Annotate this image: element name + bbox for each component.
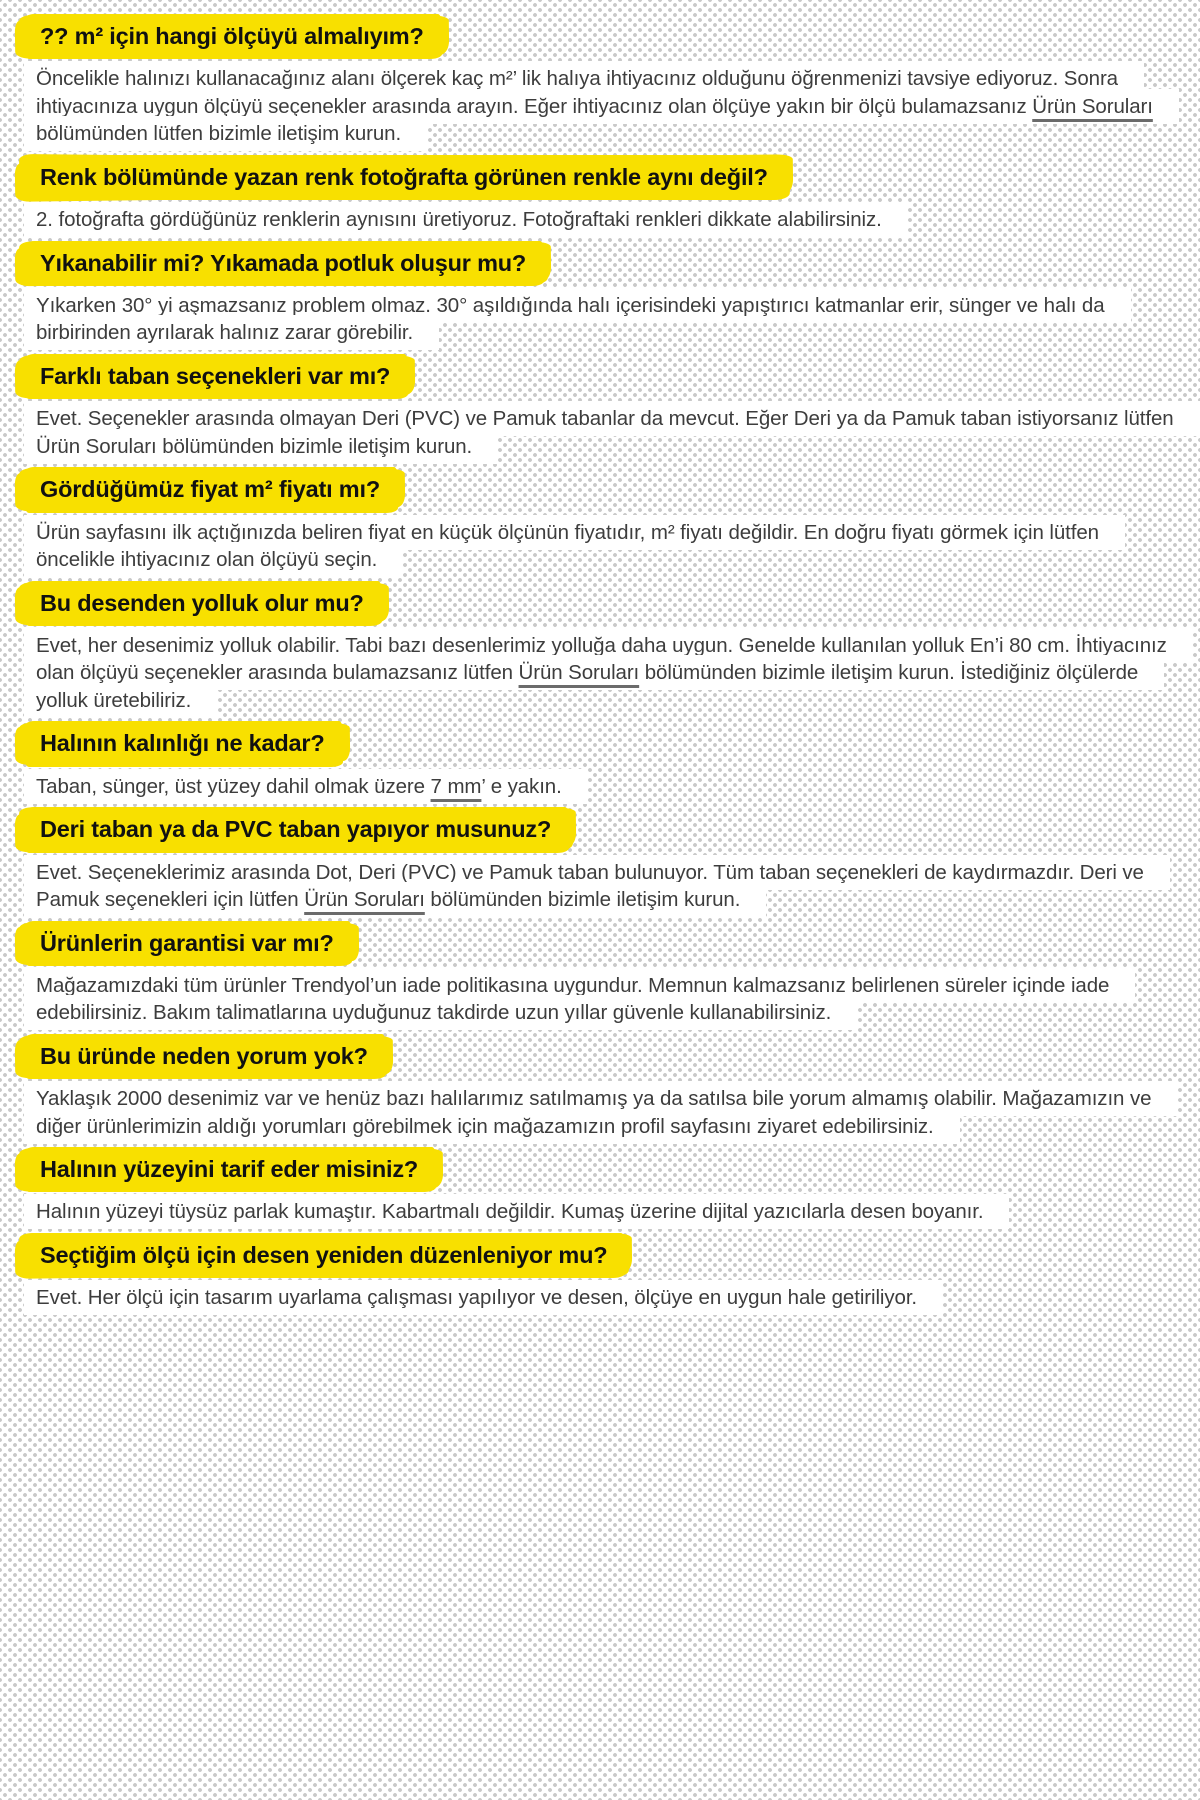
- faq-item: [24, 721, 1174, 800]
- faq-item: [24, 467, 1174, 573]
- faq-answer-text: [24, 61, 1179, 151]
- faq-question: [24, 1034, 1174, 1079]
- faq-item: [24, 921, 1174, 1027]
- faq-question-highlight: Halının yüzeyini tarif eder misiniz?: [24, 1147, 436, 1192]
- answer-text-segment: Taban, sünger, üst yüzey dahil olmak üzere: [36, 774, 431, 798]
- answer-text-segment: Yaklaşık 2000 desenimiz var ve henüz bazı halılarımız satılmamış ya da satılsa bile yorum almamış olabilir. Mağazamızın ve diğer ürünlerimizin aldığı yorumları görebilmek için mağazamızın profil sayfasını ziyaret edebilirsiniz.: [36, 1087, 1152, 1138]
- faq-question-highlight: Yıkanabilir mi? Yıkamada potluk oluşur mu?: [24, 241, 544, 286]
- faq-answer-text: [24, 515, 1125, 578]
- answer-text-segment: Evet. Her ölçü için tasarım uyarlama çalışması yapılıyor ve desen, ölçüye en uygun hale getiriliyor.: [36, 1286, 918, 1310]
- faq-question-highlight: Renk bölümünde yazan renk fotoğrafta görünen renkle aynı değil?: [24, 155, 786, 200]
- faq-answer-text: [24, 401, 1200, 464]
- faq-item: [24, 14, 1174, 148]
- faq-answer: [24, 65, 1174, 148]
- faq-answer-text: [24, 1194, 1009, 1229]
- faq-answer: [24, 859, 1174, 914]
- faq-answer: [24, 773, 1174, 801]
- faq-question: [24, 807, 1174, 852]
- answer-text-segment: 2. fotoğrafta gördüğünüz renklerin aynısını üretiyoruz. Fotoğraftaki renkleri dikkate alabilirsiniz.: [36, 208, 882, 232]
- faq-question: [24, 1147, 1174, 1192]
- answer-text-segment: ’ e yakın.: [481, 774, 562, 798]
- faq-question-highlight: Ürünlerin garantisi var mı?: [24, 921, 352, 966]
- faq-item: [24, 155, 1174, 234]
- faq-item: [24, 1034, 1174, 1140]
- faq-answer-text: [24, 628, 1193, 718]
- faq-question: [24, 354, 1174, 399]
- faq-item: [24, 1233, 1174, 1312]
- faq-answer: [24, 292, 1174, 347]
- answer-underlined-segment: 7 mm: [430, 774, 482, 798]
- faq-answer: [24, 1284, 1174, 1312]
- faq-answer: [24, 1085, 1174, 1140]
- answer-text-segment: Öncelikle halınızı kullanacağınız alanı ölçerek kaç m²’ lik halıya ihtiyacınız olduğunu öğrenmenizi tavsiye ediyoruz. Sonra ihtiyacınıza uygun ölçüyü seçenekler arasında arayın. Eğer ihtiyacınız olan ölçüye yakın bir ölçü bulamazsanız: [36, 67, 1118, 118]
- faq-question: [24, 467, 1174, 512]
- faq-item: [24, 1147, 1174, 1226]
- faq-answer: [24, 972, 1174, 1027]
- faq-answer-text: [24, 1081, 1177, 1144]
- faq-item: [24, 354, 1174, 460]
- answer-text-segment: Evet, her desenimiz yolluk olabilir. Tabi bazı desenlerimiz yolluğa daha uygun. Genelde kullanılan yolluk En’i 80 cm. İhtiyacınız olan ölçüyü seçenekler arasında bulamazsanız lütfen: [36, 633, 1167, 685]
- faq-question: [24, 581, 1174, 626]
- answer-text-segment: bölümünden bizimle iletişim kurun. İstediğiniz ölçülerde yolluk üretebiliriz.: [36, 661, 1139, 712]
- answer-text-segment: Halının yüzeyi tüysüz parlak kumaştır. Kabartmalı değildir. Kumaş üzerine dijital yazıcılarla desen boyanır.: [36, 1200, 984, 1224]
- faq-question: [24, 1233, 1174, 1278]
- faq-answer-text: [24, 855, 1170, 918]
- faq-question: [24, 14, 1174, 59]
- faq-answer-text: [24, 968, 1135, 1031]
- faq-answer: [24, 519, 1174, 574]
- faq-answer: [24, 1198, 1174, 1226]
- faq-question-highlight: Gördüğümüz fiyat m² fiyatı mı?: [24, 467, 398, 512]
- answer-text-segment: bölümünden bizimle iletişim kurun.: [424, 888, 741, 911]
- faq-question: [24, 155, 1174, 200]
- faq-question: [24, 721, 1174, 766]
- answer-text-segment: Yıkarken 30° yi aşmazsanız problem olmaz. 30° aşıldığında halı içerisindeki yapıştırıcı katmanlar erir, sünger ve halı da birbirinden ayrılarak halınız zarar görebilir.: [36, 293, 1105, 345]
- faq-question: [24, 241, 1174, 286]
- faq-question-highlight: Bu desenden yolluk olur mu?: [24, 581, 382, 626]
- answer-text-segment: Evet. Seçenekler arasında olmayan Deri (PVC) ve Pamuk tabanlar da mevcut. Eğer Deri ya da Pamuk taban istiyorsanız lütfen Ürün Soruları bölümünden bizimle iletişim kurun.: [36, 407, 1174, 458]
- faq-answer-text: [24, 769, 588, 804]
- faq-answer: [24, 632, 1174, 715]
- answer-text-segment: Evet. Seçeneklerimiz arasında Dot, Deri (PVC) ve Pamuk taban bulunuyor. Tüm taban seçenekleri de kaydırmazdır. Deri ve Pamuk seçenekleri için lütfen: [36, 860, 1144, 911]
- faq-question-highlight: Seçtiğim ölçü için desen yeniden düzenleniyor mu?: [24, 1233, 625, 1278]
- faq-answer-text: [24, 288, 1131, 351]
- faq-answer-text: [24, 202, 908, 237]
- faq-answer: [24, 405, 1174, 460]
- faq-item: [24, 807, 1174, 913]
- faq-question: [24, 921, 1174, 966]
- faq-question-highlight: ?? m² için hangi ölçüyü almalıyım?: [24, 14, 442, 59]
- answer-underlined-segment: Ürün Soruları: [518, 661, 640, 685]
- faq-question-highlight: Halının kalınlığı ne kadar?: [24, 721, 343, 766]
- answer-underlined-segment: Ürün Soruları: [1032, 94, 1153, 118]
- faq-answer: [24, 206, 1174, 234]
- answer-text-segment: Ürün sayfasını ilk açtığınızda beliren fiyat en küçük ölçünün fiyatıdır, m² fiyatı değildir. En doğru fiyatı görmek için lütfen öncelikle ihtiyacınız olan ölçüyü seçin.: [36, 520, 1099, 572]
- faq-question-highlight: Farklı taban seçenekleri var mı?: [24, 354, 408, 399]
- answer-text-segment: Mağazamızdaki tüm ürünler Trendyol’un iade politikasına uygundur. Memnun kalmazsanız belirlenen süreler içinde iade edebilirsiniz. Bakım talimatlarına uyduğunuz takdirde uzun yıllar güvenle kullanabilirsiniz.: [36, 973, 1110, 1025]
- faq-question-highlight: Deri taban ya da PVC taban yapıyor musunuz?: [24, 807, 569, 852]
- faq-item: [24, 581, 1174, 715]
- answer-underlined-segment: Ürün Soruları: [304, 888, 425, 911]
- answer-text-segment: bölümünden lütfen bizimle iletişim kurun.: [36, 122, 402, 146]
- faq-answer-text: [24, 1280, 943, 1315]
- faq-question-highlight: Bu üründe neden yorum yok?: [24, 1034, 386, 1079]
- faq-item: [24, 241, 1174, 347]
